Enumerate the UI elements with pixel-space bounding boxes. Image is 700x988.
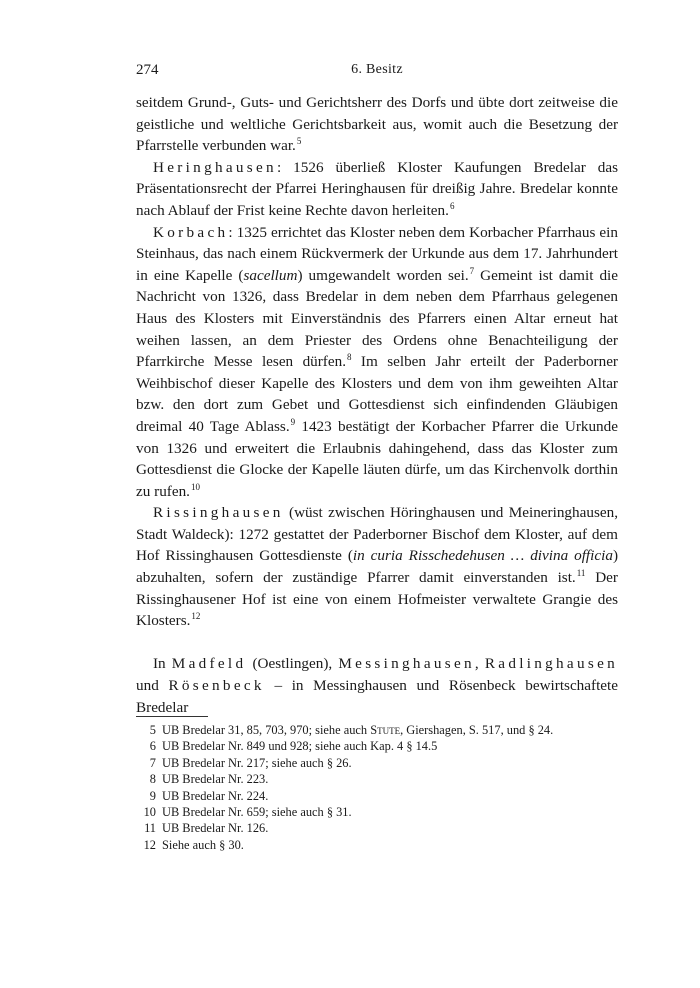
footnotes xyxy=(136,722,618,853)
footnote-number: 11 xyxy=(144,821,156,836)
spaced-term: Radlinghausen xyxy=(484,655,619,673)
footnote xyxy=(136,788,618,804)
footnote-text xyxy=(162,722,553,738)
text-run: , Giershagen, S. 517, und § 24. xyxy=(400,723,554,737)
footnote-number: 8 xyxy=(149,772,156,787)
text-run: UB Bredelar Nr. 849 und 928; siehe auch Kap. 4 § 14.5 xyxy=(162,739,438,754)
text-run: ) abzuhalten, sofern der zuständige Pfarrer damit einverstanden ist. xyxy=(136,547,618,587)
footnote-rule xyxy=(136,716,208,717)
footnote-number: 5 xyxy=(149,723,156,737)
spaced-term: Messinghausen xyxy=(338,655,475,673)
paragraph xyxy=(136,157,618,222)
text-run: In xyxy=(153,655,172,673)
footnote-ref: 11 xyxy=(576,568,586,579)
footnote-ref: 12 xyxy=(191,611,201,622)
text-run: UB Bredelar Nr. 223. xyxy=(162,772,269,787)
text-run: (wüst zwischen Höringhausen und Meineringhausen, Stadt Waldeck): 1272 gestattet der Paderborner Bischof dem Kloster, auf dem Hof Rissinghausen Gottesdienste ( xyxy=(136,504,618,565)
text-run: Gemeint ist damit die Nachricht von 1326, dass Bredelar in dem neben dem Pfarrhaus gelegenen Haus des Klosters mit Einverständnis des Pfarrers einen Altar erneut hat weihen lassen, an dem Priester des Ordens ohne Benachteiligung der Pfarrkirche Messe lesen dürfen. xyxy=(136,266,619,371)
footnote-ref: 7 xyxy=(469,265,475,276)
footnote-number: 12 xyxy=(143,837,156,852)
footnote xyxy=(136,738,618,754)
text-run: Siehe auch § 30. xyxy=(162,837,244,852)
text-run: UB Bredelar Nr. 224. xyxy=(162,788,269,803)
footnote-text xyxy=(162,788,268,804)
text-run: UB Bredelar 31, 85, 703, 970; siehe auch xyxy=(162,723,371,737)
spaced-term: Rösenbeck xyxy=(168,677,265,695)
paragraph xyxy=(136,653,618,718)
text-run: ) umgewandelt worden sei. xyxy=(297,266,469,284)
text-run: seitdem Grund-, Guts- und Gerichtsherr des Dorfs und übte dort zeitweise die geistliche und weltliche Gerichtsbarkeit aus, womit auch die Besetzung der Pfarrstelle verbunden war. xyxy=(136,94,618,155)
text-run: UB Bredelar Nr. 126. xyxy=(162,821,269,836)
footnote-ref: 9 xyxy=(290,416,296,427)
footnote xyxy=(136,755,618,771)
footnote-text xyxy=(162,738,437,754)
italic-text: sacellum xyxy=(243,266,298,284)
text-run: und xyxy=(136,677,169,695)
text-run: (Oestlingen), xyxy=(246,655,339,673)
footnote-ref: 8 xyxy=(347,352,352,363)
footnote-number: 7 xyxy=(149,755,156,770)
text-run: 1423 bestätigt der Korbacher Pfarrer die Urkunde von 1326 und erweitert die Erlaubnis dahingehend, dass das Kloster zum Gottesdienst die Glocke der Kapelle läuten dürfe, um das Kirchenvolk dorthin zu rufen. xyxy=(136,417,618,500)
text-run: : 1526 überließ Kloster Kaufungen Bredelar das Präsentationsrecht der Pfarrei Heringhausen für dreißig Jahre. Bredelar konnte nach Ablauf der Frist keine Rechte davon herleiten. xyxy=(136,158,618,219)
footnote xyxy=(136,804,618,820)
footnote-ref: 5 xyxy=(296,136,302,147)
paragraph xyxy=(136,222,618,503)
footnote-number: 9 xyxy=(149,788,156,803)
text-run: : 1325 errichtet das Kloster neben dem Korbacher Pfarrhaus ein Steinhaus, das nach einem Rückvermerk der Urkunde aus dem 17. Jahrhundert in eine Kapelle ( xyxy=(136,223,618,284)
footnote xyxy=(136,722,618,738)
footnote-text xyxy=(162,837,244,853)
footnote xyxy=(136,837,618,853)
footnote-ref: 6 xyxy=(449,200,455,211)
body-text xyxy=(136,92,618,718)
spaced-term: Korbach xyxy=(153,223,229,241)
footnote-number: 10 xyxy=(143,805,156,820)
text-run: UB Bredelar Nr. 217; siehe auch § 26. xyxy=(162,755,352,770)
paragraph xyxy=(136,502,618,632)
running-head: 6. Besitz xyxy=(351,62,403,77)
text-run: Im selben Jahr erteilt der Paderborner Weihbischof dieser Kapelle des Klosters und dem von ihm geweihten Altar bzw. den dort zum Gebet und Gottesdienst sich einfindenden Gläubigen dreimal 40 Tage Ablass. xyxy=(136,353,618,435)
footnote-number: 6 xyxy=(149,739,156,754)
footnote-text xyxy=(162,820,268,836)
text-run: – in Messinghausen und Rösenbeck bewirtschaftete Bredelar xyxy=(136,677,618,716)
spaced-term: Heringhausen xyxy=(153,158,277,176)
footnote xyxy=(136,771,618,787)
italic-text: in curia Risschedehusen … divina officia xyxy=(352,547,613,565)
text-run: , xyxy=(474,655,485,673)
footnote xyxy=(136,820,618,836)
footnote-text xyxy=(162,804,352,820)
text-run: Der Rissinghausener Hof ist eine von einem Hofmeister verwaltete Grangie des Klosters. xyxy=(136,569,618,630)
footnote-text xyxy=(162,771,268,787)
footnote-text xyxy=(162,755,352,771)
paragraph xyxy=(136,92,618,157)
author-name: Stute xyxy=(370,723,401,737)
text-run: UB Bredelar Nr. 659; siehe auch § 31. xyxy=(162,805,352,820)
page-header xyxy=(136,62,618,84)
page-number: 274 xyxy=(136,62,159,78)
spaced-term: Rissinghausen xyxy=(153,504,284,522)
spaced-term: Madfeld xyxy=(171,655,247,673)
footnote-ref: 10 xyxy=(190,481,200,492)
